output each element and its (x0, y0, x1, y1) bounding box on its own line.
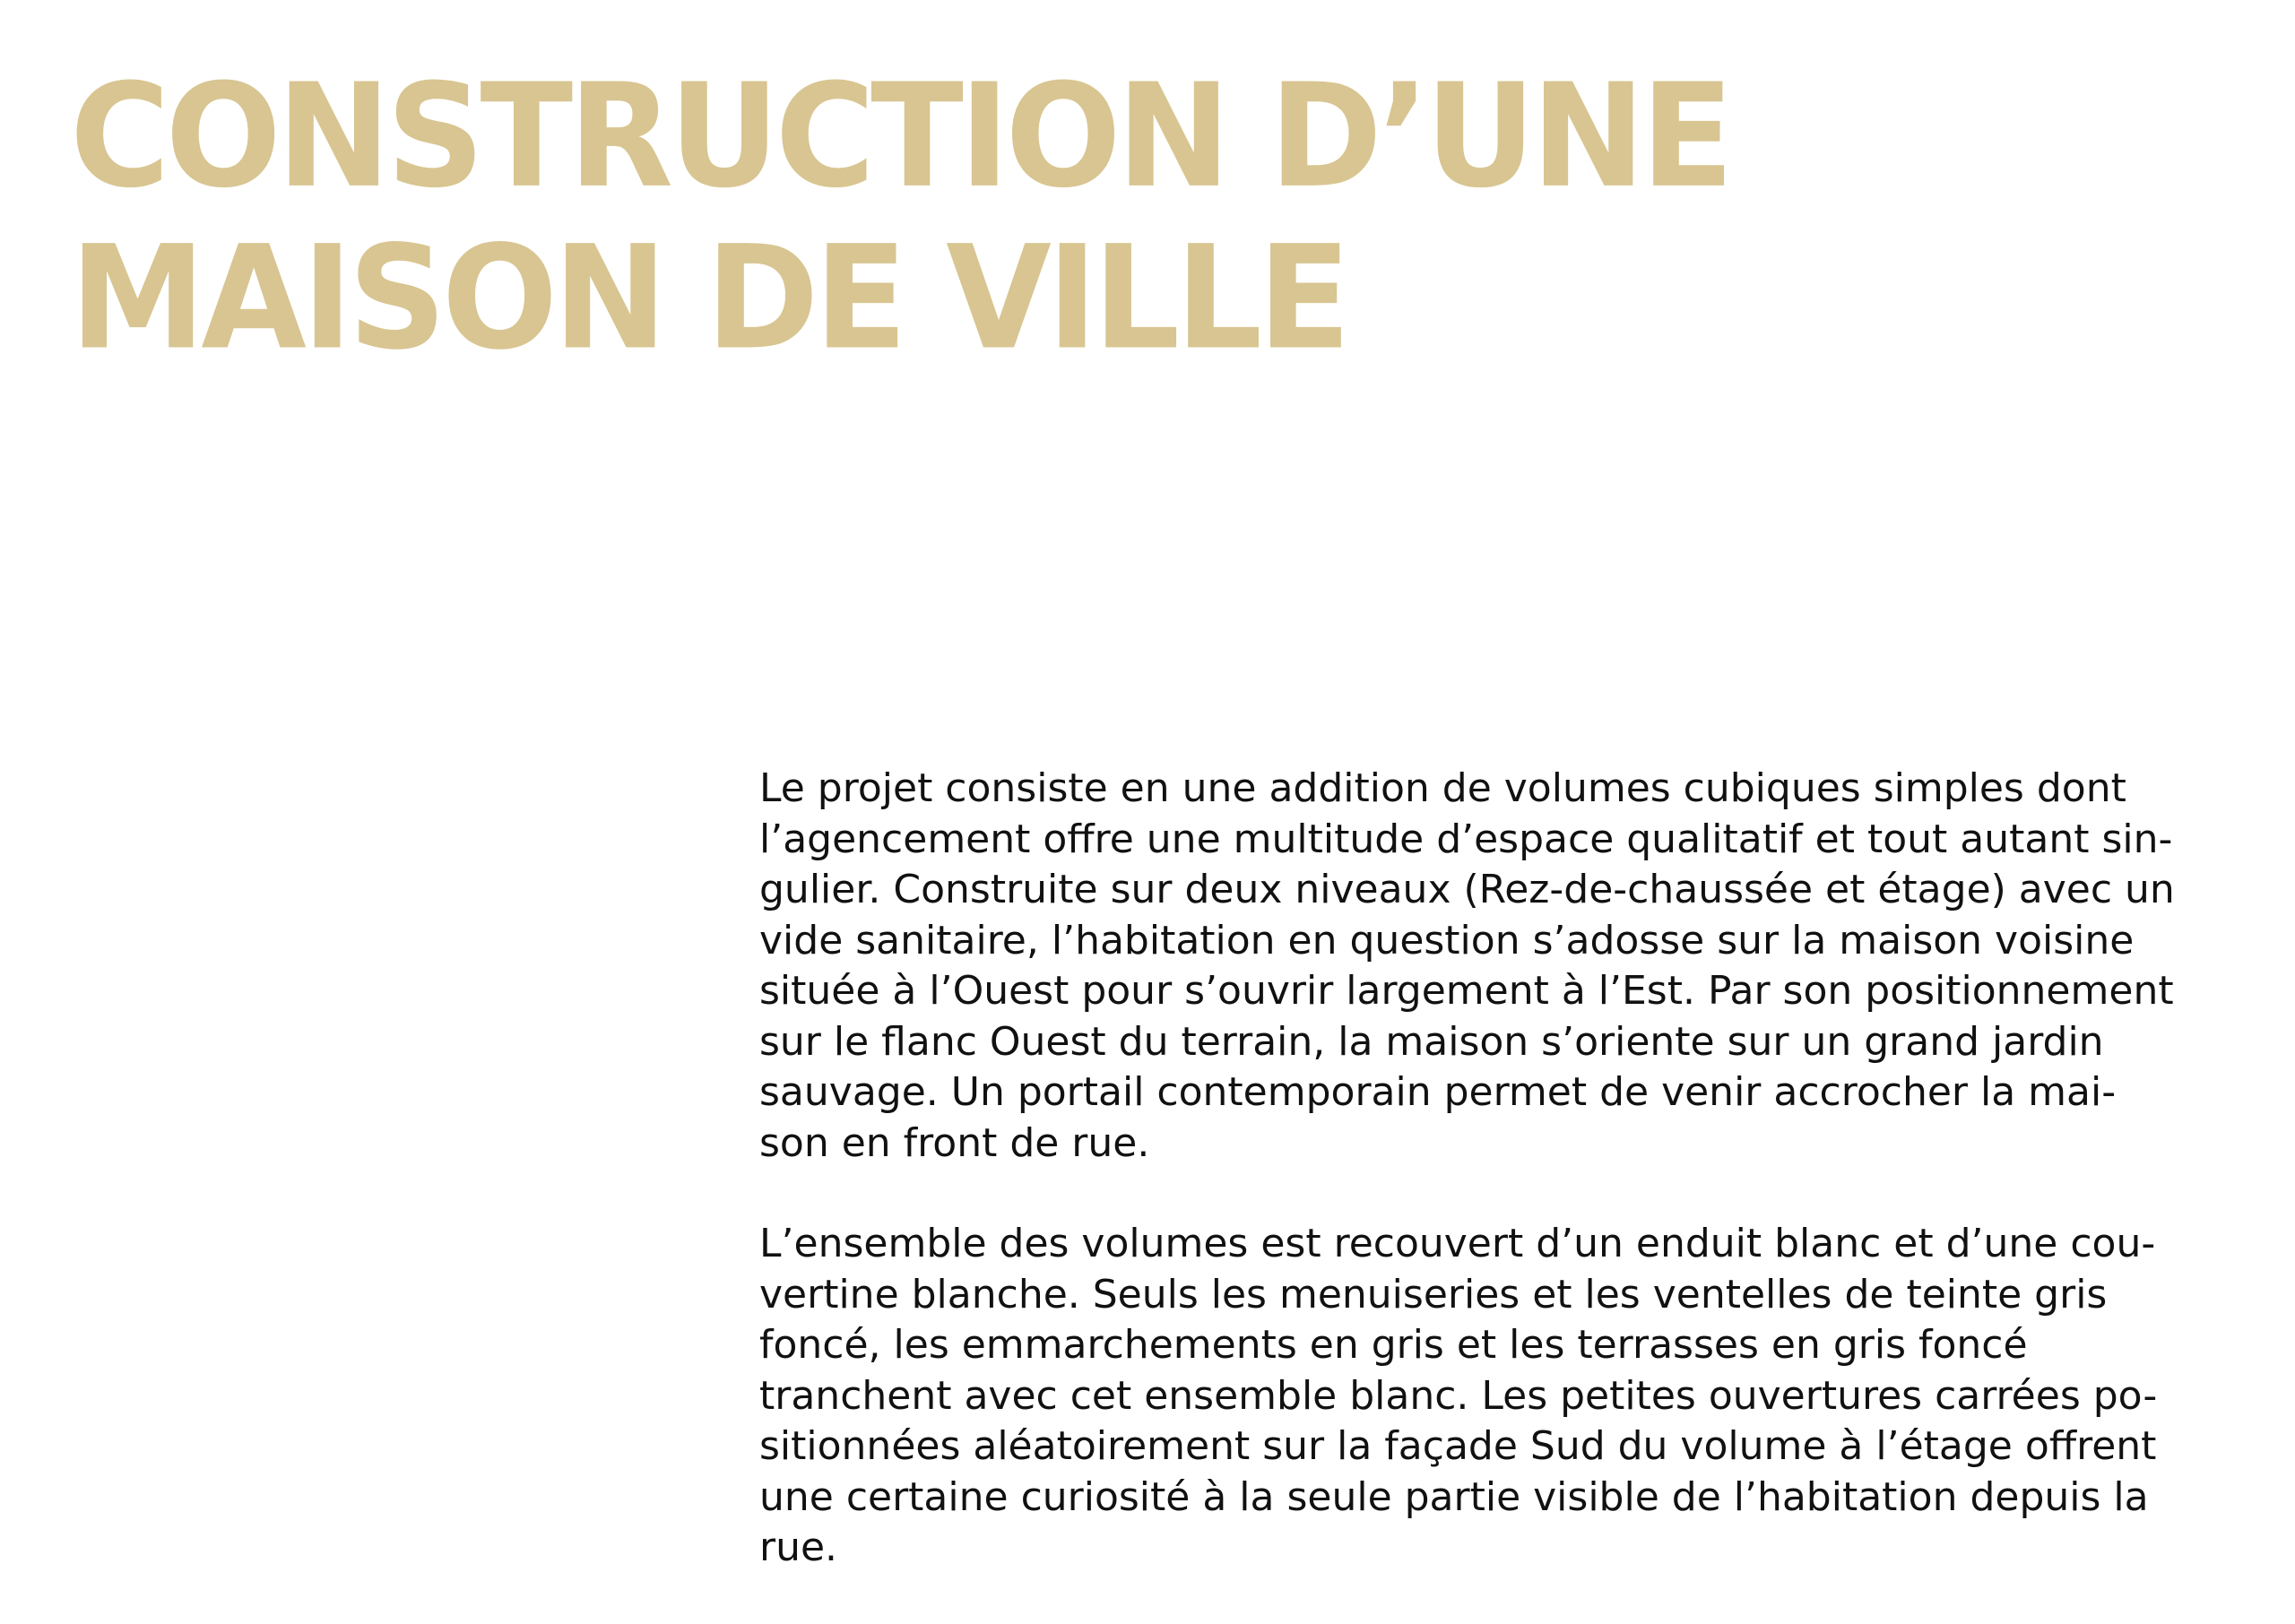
paragraph-2 (759, 1219, 2247, 1574)
text-line: sauvage. Un portail contemporain permet de venir accrocher la mai- (759, 1069, 2117, 1115)
text-line: rue. (759, 1525, 838, 1570)
text-line: sur le flanc Ouest du terrain, la maison s’oriente sur un grand jardin (759, 1018, 2104, 1065)
page-title (70, 52, 1730, 382)
text-line: Le projet consiste en une addition de volumes cubiques simples dont (759, 765, 2126, 811)
paragraph-1 (759, 764, 2247, 1169)
text-line: gulier. Construite sur deux niveaux (Rez-de-chaussée et étage) avec un (759, 867, 2175, 912)
text-line: sitionnées aléatoirement sur la façade Sud du volume à l’étage offrent (759, 1423, 2157, 1469)
text-line: foncé, les emmarchements en gris et les terrasses en gris foncé (759, 1322, 2028, 1368)
title-line-2: MAISON DE VILLE (70, 214, 1347, 382)
text-line: vertine blanche. Seuls les menuiseries et les ventelles de teinte gris (759, 1271, 2108, 1317)
project-description (759, 764, 2247, 1624)
text-line: son en front de rue. (759, 1119, 1150, 1166)
text-line: vide sanitaire, l’habitation en question s’adosse sur la maison voisine (759, 917, 2135, 963)
text-line: située à l’Ouest pour s’ouvrir largement à l’Est. Par son positionnement (759, 968, 2174, 1014)
text-line: l’agencement offre une multitude d’espace qualitatif et tout autant sin- (759, 816, 2173, 862)
title-line-1: CONSTRUCTION D’UNE (70, 52, 1730, 220)
text-line: tranchent avec cet ensemble blanc. Les petites ouvertures carrées po- (759, 1372, 2158, 1419)
text-line: une certaine curiosité à la seule partie visible de l’habitation depuis la (759, 1473, 2149, 1520)
text-line: L’ensemble des volumes est recouvert d’un enduit blanc et d’une cou- (759, 1221, 2156, 1266)
